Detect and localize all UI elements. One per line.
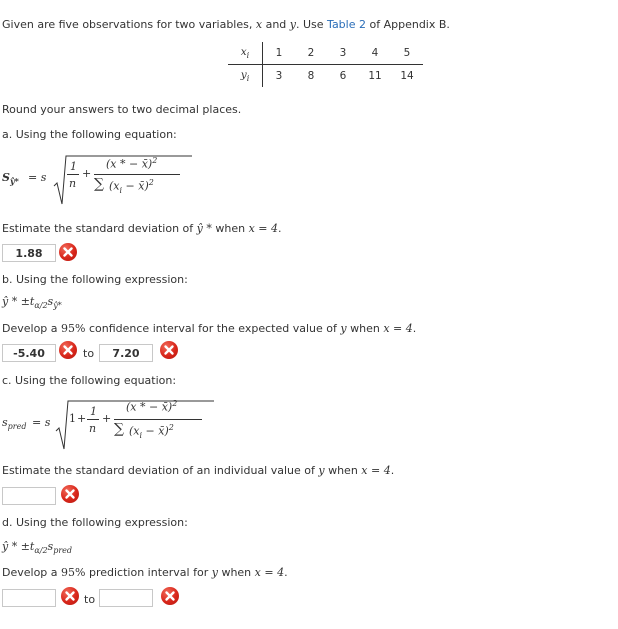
fraction-bar — [67, 174, 79, 175]
x-value: 5 — [391, 42, 423, 65]
part-b-lower-input[interactable]: -5.40 — [2, 344, 56, 362]
part-d-lower-input[interactable] — [2, 589, 56, 607]
round-instruction: Round your answers to two decimal places. — [2, 103, 242, 116]
part-d-expression: ŷ * $\pm t_{\alpha/2}s_{pred}$ — [2, 540, 73, 556]
part-c-formula: $s_{pred}$ = s 1 + 1 n + (x * − x̄)$^2$ ∑ ($x_i$ − x̄)$^2$ — [2, 395, 242, 451]
fraction-bar — [94, 174, 180, 175]
part-b-heading: b. Using the following expression: — [2, 273, 188, 286]
part-b-expression: ŷ * $\pm t_{\alpha/2}s_{ŷ*}$ — [2, 295, 62, 311]
fraction-bar — [114, 419, 202, 420]
y-value: 11 — [368, 70, 382, 82]
x-value: 1 — [263, 42, 296, 65]
part-d-question: Develop a 95% prediction interval for y when x = 4. — [2, 566, 288, 579]
part-c-question: Estimate the standard deviation of an individual value of y when x = 4. — [2, 464, 395, 477]
fraction-bar — [87, 419, 99, 420]
appendix-table-link[interactable]: Table 2 — [327, 18, 366, 31]
part-a-answer-input[interactable]: 1.88 — [2, 244, 56, 262]
part-a-question: Estimate the standard deviation of ŷ * when x = 4. — [2, 222, 282, 235]
part-d-upper-input[interactable] — [99, 589, 153, 607]
x-value: 2 — [295, 42, 327, 65]
part-b-upper-input[interactable]: 7.20 — [99, 344, 153, 362]
y-row-label: $y_i$ — [228, 65, 263, 88]
part-a-heading: a. Using the following equation: — [2, 128, 177, 141]
intro-text: Given are five observations for two variables, x and y. Use Table 2 of Appendix B. — [2, 18, 450, 31]
y-value: 14 — [400, 70, 414, 82]
incorrect-x-icon — [61, 485, 79, 503]
part-d-heading: d. Using the following expression: — [2, 516, 188, 529]
y-row — [228, 65, 423, 88]
y-value: 6 — [339, 70, 347, 82]
x-row — [228, 42, 423, 65]
x-value: 3 — [327, 42, 359, 65]
y-value: 3 — [275, 70, 283, 82]
incorrect-x-icon — [59, 243, 77, 261]
part-a-formula: $S_{ŷ*}$ = s 1 n + (x * − x̄)$^2$ ∑ ($x_i$ − x̄)$^2$ — [2, 150, 242, 206]
part-c-heading: c. Using the following equation: — [2, 374, 177, 387]
part-c-answer-input[interactable] — [2, 487, 56, 505]
incorrect-x-icon — [160, 341, 178, 359]
incorrect-x-icon — [61, 587, 79, 605]
x-row-label: $x_i$ — [228, 42, 263, 65]
observations-table — [228, 42, 423, 87]
y-value: 8 — [307, 70, 315, 82]
part-b-question: Develop a 95% confidence interval for the expected value of y when x = 4. — [2, 322, 417, 335]
x-value: 4 — [359, 42, 391, 65]
part-b-to-label: to — [83, 347, 95, 360]
part-d-to-label: to — [84, 593, 96, 606]
incorrect-x-icon — [161, 587, 179, 605]
incorrect-x-icon — [59, 341, 77, 359]
